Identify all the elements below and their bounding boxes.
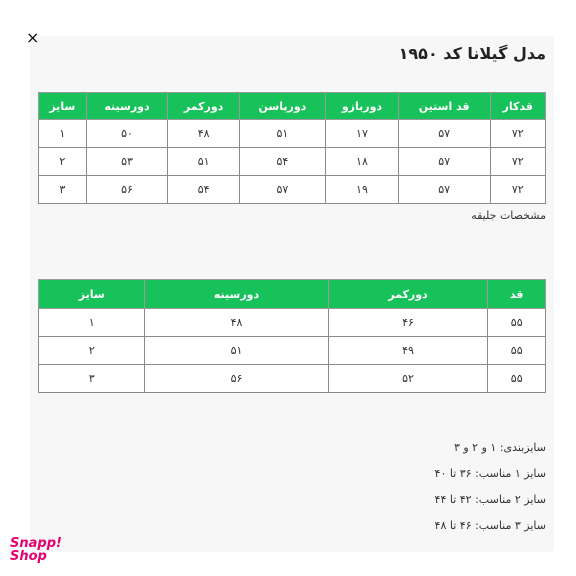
table-header-row <box>39 93 546 120</box>
header-cell: دورسینه <box>86 93 168 120</box>
table-cell: ۷۲ <box>490 148 546 176</box>
size-table-vest <box>38 279 546 393</box>
table-cell: ۵۷ <box>398 120 490 148</box>
table-cell: ۵۴ <box>168 176 239 204</box>
close-icon[interactable]: × <box>26 28 40 47</box>
header-cell: دورکمر <box>168 93 239 120</box>
vest-specs-caption: مشخصات جلیقه <box>471 209 546 222</box>
table-cell: ۱۷ <box>326 120 399 148</box>
table-cell: ۱ <box>39 120 87 148</box>
table-cell: ۴۸ <box>168 120 239 148</box>
header-cell: دورکمر <box>328 280 488 309</box>
snappshop-logo <box>10 537 70 563</box>
table-cell: ۵۳ <box>86 148 168 176</box>
table-cell: ۵۴ <box>239 148 325 176</box>
table-cell: ۴۶ <box>328 309 488 337</box>
table-cell: ۵۶ <box>86 176 168 204</box>
table-header-row <box>39 280 546 309</box>
note-line: سایز ۱ مناسب: ۳۶ تا ۴۰ <box>434 467 546 480</box>
table-cell: ۷۲ <box>490 176 546 204</box>
table-cell: ۵۱ <box>168 148 239 176</box>
header-cell: قد استین <box>398 93 490 120</box>
header-cell: دورپاسن <box>239 93 325 120</box>
size-table-main <box>38 92 546 204</box>
table-cell: ۵۲ <box>328 365 488 393</box>
header-cell: سایز <box>39 93 87 120</box>
table-cell: ۱۸ <box>326 148 399 176</box>
table-cell: ۵۶ <box>145 365 328 393</box>
table-cell: ۳ <box>39 365 145 393</box>
table-cell: ۵۱ <box>239 120 325 148</box>
table-cell: ۵۵ <box>488 365 546 393</box>
table-cell: ۵۵ <box>488 309 546 337</box>
table-cell: ۲ <box>39 337 145 365</box>
table-cell: ۵۷ <box>239 176 325 204</box>
table-cell: ۵۱ <box>145 337 328 365</box>
table-cell: ۵۷ <box>398 176 490 204</box>
header-cell: قد <box>488 280 546 309</box>
header-cell: سایز <box>39 280 145 309</box>
note-line: سایز ۲ مناسب: ۴۲ تا ۴۴ <box>434 493 546 506</box>
table-cell: ۵۰ <box>86 120 168 148</box>
table-cell: ۴۹ <box>328 337 488 365</box>
note-line: سایز ۳ مناسب: ۴۶ تا ۴۸ <box>434 519 546 532</box>
table-cell: ۱ <box>39 309 145 337</box>
table-row <box>39 148 546 176</box>
table-row <box>39 365 546 393</box>
table-row <box>39 176 546 204</box>
table-row <box>39 120 546 148</box>
table-row <box>39 309 546 337</box>
header-cell: دوربازو <box>326 93 399 120</box>
table-cell: ۱۹ <box>326 176 399 204</box>
table-cell: ۲ <box>39 148 87 176</box>
table-row <box>39 337 546 365</box>
logo-line-1: Snapp! <box>10 536 62 551</box>
table-cell: ۵۷ <box>398 148 490 176</box>
header-cell: دورسینه <box>145 280 328 309</box>
table-cell: ۵۵ <box>488 337 546 365</box>
header-cell: قدکار <box>490 93 546 120</box>
table-cell: ۴۸ <box>145 309 328 337</box>
table-cell: ۷۲ <box>490 120 546 148</box>
table-cell: ۳ <box>39 176 87 204</box>
note-line: سایزبندی: ۱ و ۲ و ۳ <box>453 441 546 454</box>
page-title: مدل گیلانا کد ۱۹۵۰ <box>398 44 546 63</box>
size-notes <box>435 438 546 542</box>
logo-line-2: Shop <box>10 549 47 564</box>
